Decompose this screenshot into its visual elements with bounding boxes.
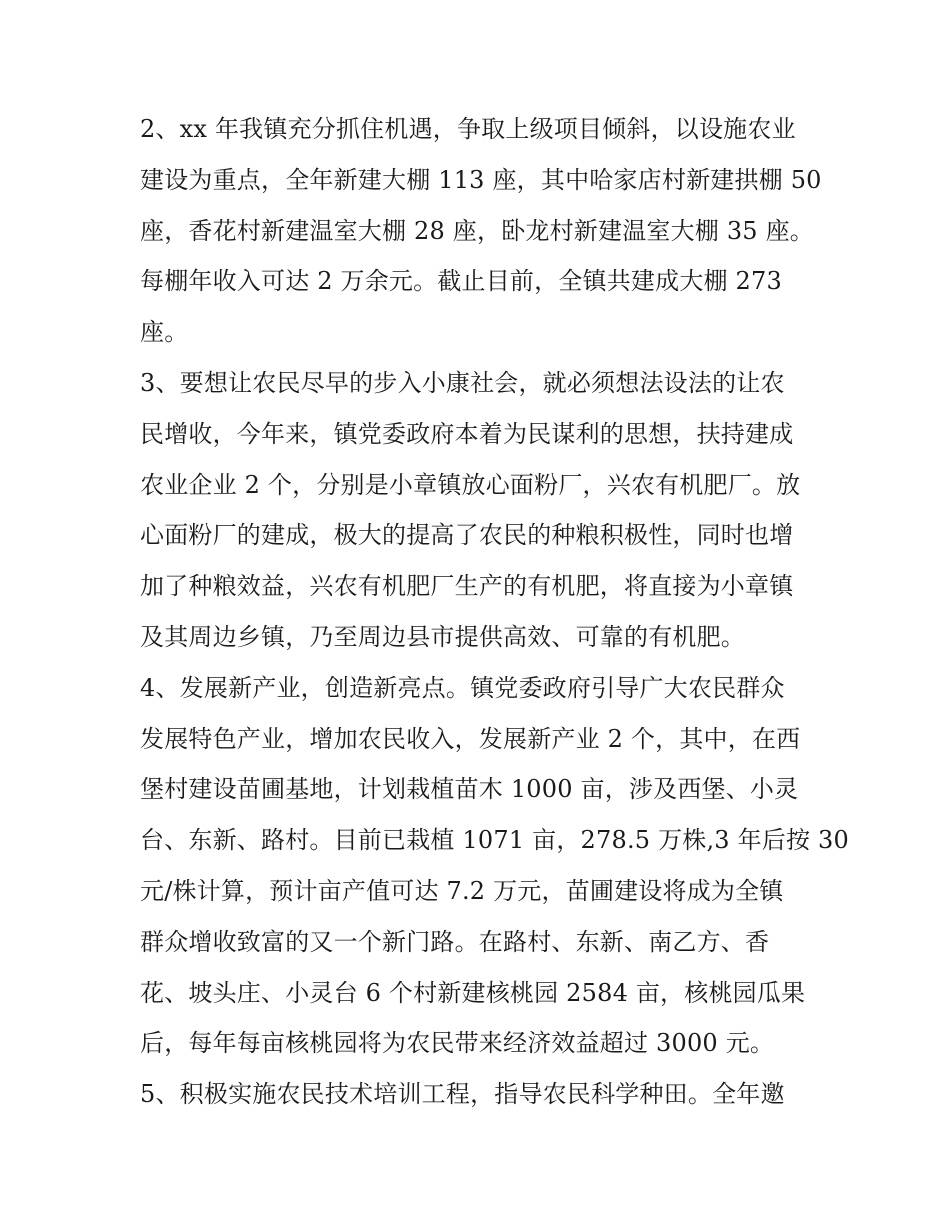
text-line: 群众增收致富的又一个新门路。在路村、东新、南乙方、香: [140, 927, 770, 956]
text-line: 花、坡头庄、小灵台 6 个村新建核桃园 2584 亩，核桃园瓜果: [140, 978, 806, 1007]
text-line: 及其周边乡镇，乃至周边县市提供高效、可靠的有机肥。: [140, 622, 745, 651]
text-line: 5、积极实施农民技术培训工程，指导农民科学种田。全年邀: [140, 1080, 785, 1109]
text-line: 4、发展新产业，创造新亮点。镇党委政府引导广大农民群众: [140, 673, 785, 702]
text-line: 民增收，今年来，镇党委政府本着为民谋利的思想，扶持建成: [140, 419, 794, 448]
text-line: 元/株计算，预计亩产值可达 7.2 万元，苗圃建设将成为全镇: [140, 876, 784, 905]
text-line: 每棚年收入可达 2 万余元。截止目前，全镇共建成大棚 273: [140, 267, 782, 296]
document-body: [140, 104, 849, 1120]
text-line: 2、xx 年我镇充分抓住机遇，争取上级项目倾斜，以设施农业: [140, 115, 796, 143]
text-line: 农业企业 2 个，分别是小章镇放心面粉厂，兴农有机肥厂。放: [140, 470, 801, 499]
text-line: 后，每年每亩核桃园将为农民带来经济效益超过 3000 元。: [140, 1029, 775, 1058]
text-line: 堡村建设苗圃基地，计划栽植苗木 1000 亩，涉及西堡、小灵: [140, 775, 799, 804]
text-line: 台、东新、路村。目前已栽植 1071 亩，278.5 万株,3 年后按 30: [140, 826, 849, 855]
text-line: 建设为重点，全年新建大棚 113 座，其中哈家店村新建拱棚 50: [140, 165, 822, 194]
text-line: 发展特色产业，增加农民收入，发展新产业 2 个，其中，在西: [140, 724, 801, 753]
text-line: 加了种粮效益，兴农有机肥厂生产的有机肥，将直接为小章镇: [140, 572, 794, 601]
text-line: 3、要想让农民尽早的步入小康社会，就必须想法设法的让农: [140, 368, 785, 397]
text-line: 座，香花村新建温室大棚 28 座，卧龙村新建温室大棚 35 座。: [140, 216, 814, 245]
text-line: 座。: [140, 318, 189, 347]
text-line: 心面粉厂的建成，极大的提高了农民的种粮积极性，同时也增: [140, 521, 794, 550]
